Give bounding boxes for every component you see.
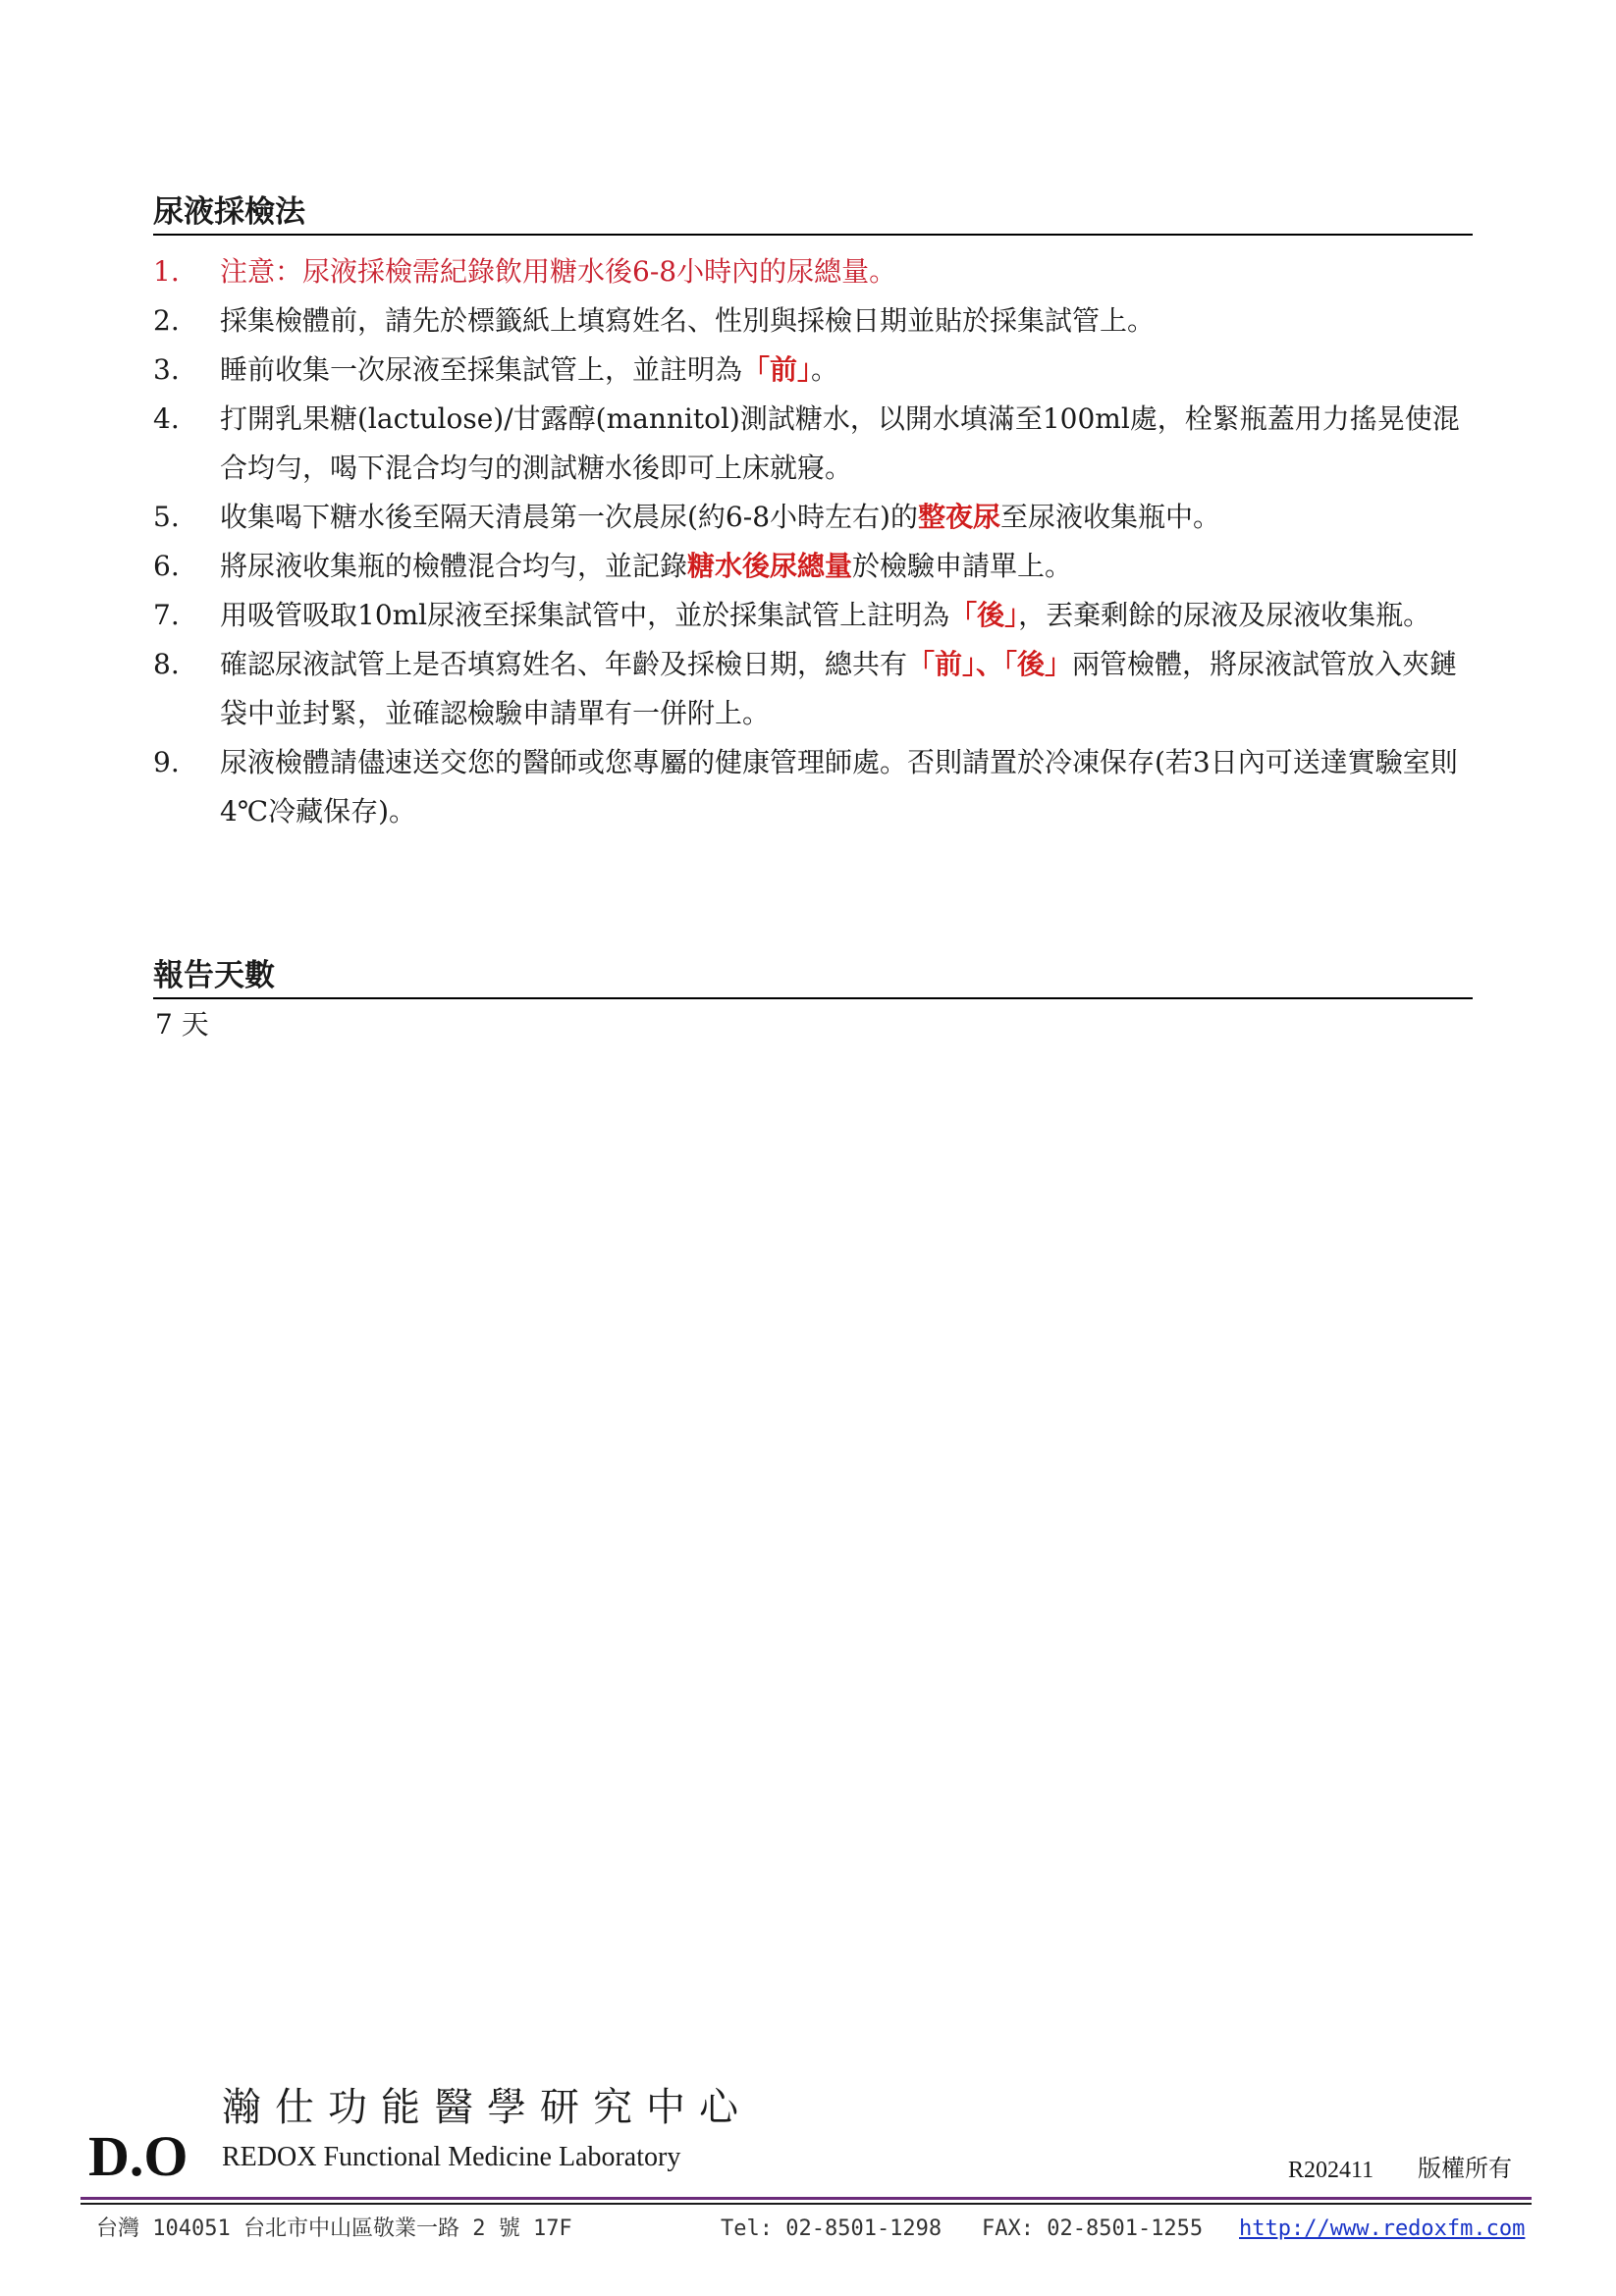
instruction-item-7 [153, 591, 1473, 640]
item-number: 8. [153, 648, 180, 680]
emphasis-total-urine: 糖水後尿總量 [687, 550, 853, 582]
footer-fax: FAX: 02-8501-1255 [982, 2216, 1204, 2241]
instruction-item-2 [153, 296, 1473, 346]
item-number: 2. [153, 304, 180, 337]
item-text-part: 於檢驗申請單上。 [852, 550, 1073, 582]
item-number: 6. [153, 550, 180, 582]
emphasis-overnight-urine: 整夜尿 [917, 501, 1000, 533]
instruction-item-8 [153, 640, 1473, 738]
item-text-part: 睡前收集一次尿液至採集試管上，並註明為 [220, 353, 743, 386]
item-number: 4. [153, 402, 180, 435]
item-number: 7. [153, 599, 180, 631]
instruction-item-9 [153, 738, 1473, 836]
item-text [220, 346, 1473, 395]
item-text [220, 247, 1473, 296]
footer-website-link[interactable]: http://www.redoxfm.com [1239, 2216, 1526, 2241]
org-name-english: REDOX Functional Medicine Laboratory [222, 2142, 681, 2172]
instruction-item-1 [153, 247, 1473, 296]
instruction-item-6 [153, 542, 1473, 591]
copyright-text: 版權所有 [1418, 2155, 1512, 2182]
item-number: 1. [153, 255, 180, 288]
item-text [220, 542, 1473, 591]
item-number: 9. [153, 746, 180, 778]
report-days-value: 7 天 [155, 1008, 209, 1041]
logo-text: D.O [88, 2124, 189, 2183]
item-number: 3. [153, 353, 180, 386]
section-title-report-days: 報告天數 [153, 956, 1473, 999]
item-text [220, 591, 1473, 640]
footer-address: 台灣 104051 台北市中山區敬業一路 2 號 17F [96, 2216, 572, 2241]
item-text [220, 640, 1473, 738]
emphasis-before-label: 「前」 [742, 353, 812, 386]
item-text-part: 至尿液收集瓶中。 [999, 501, 1220, 533]
item-text-part: 兩管檢體，將尿液試管放入夾鏈袋中並封緊，並確認檢驗申請單有一併附上。 [220, 648, 1458, 729]
item-text-part: ，丟棄剩餘的尿液及尿液收集瓶。 [1018, 599, 1431, 631]
footer-tel: Tel: 02-8501-1298 [721, 2216, 943, 2241]
org-name-chinese: 瀚仕功能醫學研究中心 [222, 2085, 752, 2130]
instruction-item-5 [153, 493, 1473, 542]
item-text [220, 738, 1473, 836]
item-text-part: 將尿液收集瓶的檢體混合均勻，並記錄 [220, 550, 688, 582]
emphasis-before-after-labels: 「前」、「後」 [907, 648, 1073, 680]
emphasis-after-label: 「後」 [949, 599, 1019, 631]
item-text [220, 493, 1473, 542]
item-text [220, 395, 1473, 493]
footer-divider-accent [81, 2197, 1532, 2200]
item-text-part: 採集檢體前，請先於標籤紙上填寫姓名、性別與採檢日期並貼於採集試管上。 [220, 304, 1156, 337]
item-text-part: 尿液檢體請儘速送交您的醫師或您專屬的健康管理師處。否則請置於冷凍保存(若3日內可送達實驗室則4℃冷藏保存)。 [220, 746, 1458, 828]
item-text [220, 296, 1473, 346]
item-text-part: 收集喝下糖水後至隔天清晨第一次晨尿(約6-8小時左右)的 [220, 501, 918, 533]
item-text-part: 用吸管吸取10ml尿液至採集試管中，並於採集試管上註明為 [220, 599, 950, 631]
instruction-item-4 [153, 395, 1473, 493]
section-title-urine-collection: 尿液採檢法 [153, 192, 1473, 236]
item-number: 5. [153, 501, 180, 533]
footer-divider [81, 2203, 1532, 2205]
instruction-list [153, 247, 1473, 836]
item-text-part: 打開乳果糖(lactulose)/甘露醇(mannitol)測試糖水，以開水填滿至100ml處，栓緊瓶蓋用力搖晃使混合均勻，喝下混合均勻的測試糖水後即可上床就寢。 [220, 402, 1460, 484]
item-text-part: 確認尿液試管上是否填寫姓名、年齡及採檢日期，總共有 [220, 648, 908, 680]
redox-logo-icon [86, 2085, 208, 2183]
item-text-part: 注意：尿液採檢需紀錄飲用糖水後6-8小時內的尿總量。 [220, 255, 897, 288]
document-code: R202411 [1288, 2158, 1374, 2183]
instruction-item-3 [153, 346, 1473, 395]
item-text-part: 。 [811, 353, 839, 386]
